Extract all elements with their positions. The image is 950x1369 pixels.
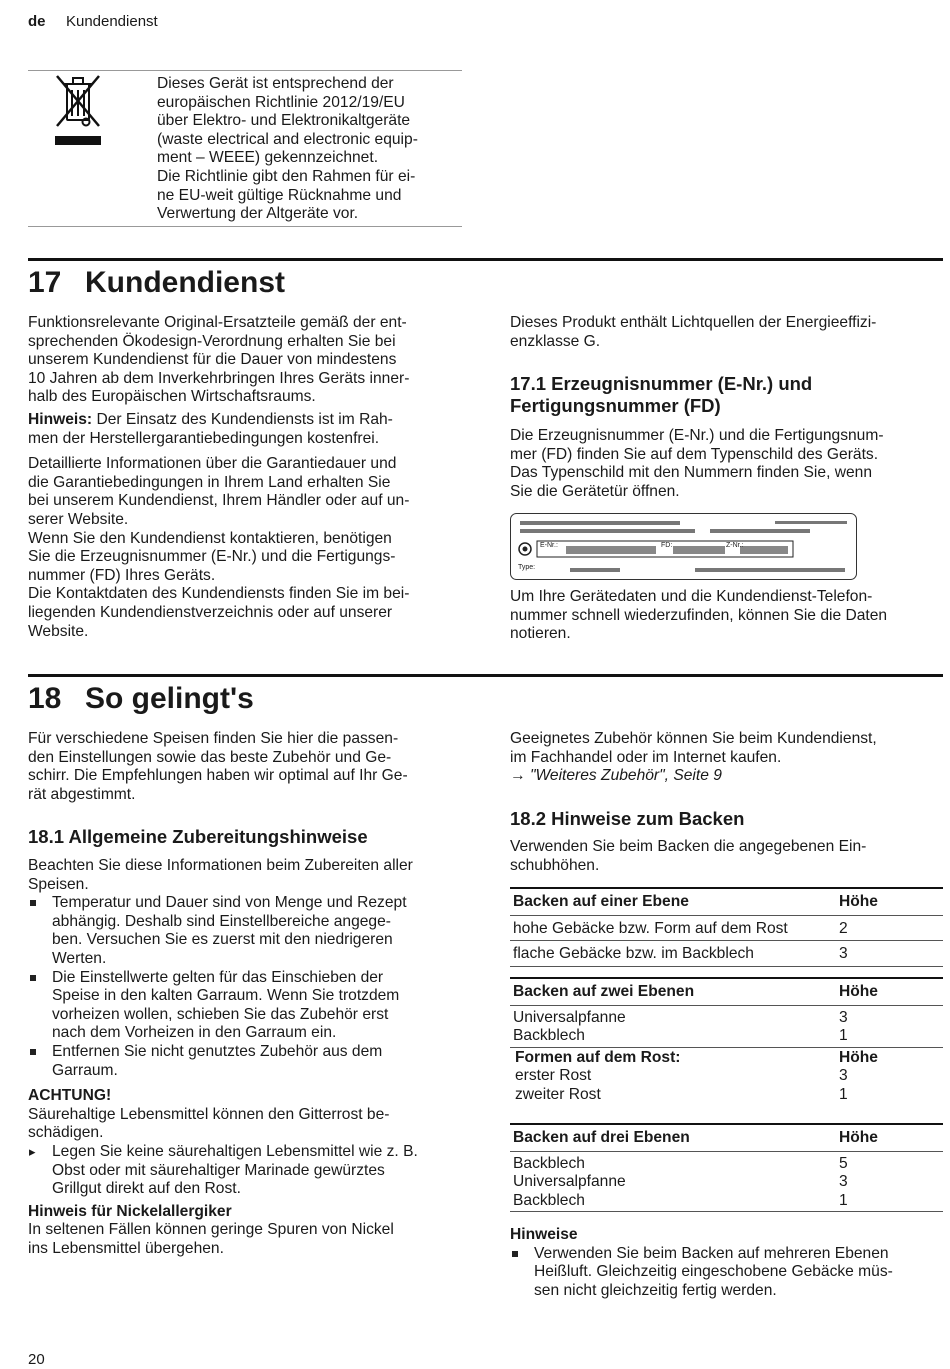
list-item-line: abhängig. Deshalb sind Einstellbereiche angege-: [52, 912, 391, 930]
list-item-line: Garraum.: [52, 1061, 118, 1079]
weee-line: über Elektro- und Elektronikaltgeräte: [157, 112, 411, 130]
table-cell: Backblech: [513, 1191, 585, 1209]
paragraph-line: die Garantiebedingungen in Ihrem Land erhalten Sie: [28, 473, 391, 491]
s17-left-column: [28, 314, 468, 641]
paragraph-line: schubhöhen.: [510, 856, 600, 874]
action-item: [28, 1143, 468, 1199]
list-item: [28, 1043, 468, 1080]
paragraph-line: bei unserem Kundendienst, Ihrem Händler oder auf un-: [28, 492, 410, 510]
list-item: [28, 969, 468, 1043]
action-line: ▸ Legen Sie keine säurehaltigen Lebensmittel wie z. B.: [52, 1142, 418, 1160]
weee-line: Verwertung der Altgeräte vor.: [157, 205, 359, 223]
divider: [28, 70, 462, 71]
paragraph-line: mer (FD) finden Sie auf dem Typenschild des Geräts.: [510, 445, 879, 463]
table-row: [510, 941, 943, 967]
list-item-line: ben. Versuchen Sie es zuerst mit den niedrigeren: [52, 931, 393, 949]
warning-label: ACHTUNG!: [28, 1087, 112, 1105]
section-title-text: So gelingt's: [85, 682, 254, 715]
table-cell: zweiter Rost: [515, 1085, 601, 1103]
paragraph-line: Die Kontaktdaten des Kundendiensts finden Sie im bei-: [28, 585, 410, 603]
table-row: [510, 916, 943, 942]
weee-line: ne EU-weit gültige Rücknahme und: [157, 186, 402, 204]
rating-plate-illustration: [510, 513, 857, 580]
cross-reference[interactable]: [510, 767, 943, 786]
paragraph-line: enzklasse G.: [510, 332, 601, 350]
paragraph-line: Für verschiedene Speisen finden Sie hier die passen-: [28, 730, 399, 747]
subsection-18-1-title: 18.1 Allgemeine Zubereitungshinweise: [28, 826, 368, 847]
table-cell: hohe Gebäcke bzw. Form auf dem Rost: [513, 919, 788, 937]
action-line: Obst oder mit säurehaltiger Marinade gewürztes: [52, 1161, 385, 1179]
s17-right-p2: [510, 427, 943, 501]
paragraph-line: rät abgestimmt.: [28, 785, 136, 803]
list-item-line: Entfernen Sie nicht genutztes Zubehör aus dem: [52, 1042, 383, 1060]
list-item-line: nach dem Vorheizen in den Garraum ein.: [52, 1024, 337, 1042]
action-line: Grillgut direkt auf den Rost.: [52, 1180, 241, 1198]
paragraph-line: Wenn Sie den Kundendienst kontaktieren, benötigen: [28, 529, 392, 547]
bullet-list: [28, 894, 468, 1080]
weee-line: (waste electrical and electronic equip-: [157, 130, 418, 148]
table-cell: erster Rost: [515, 1067, 592, 1085]
s18-2-body: [510, 838, 943, 875]
paragraph-line: Sie die Gerätetür öffnen.: [510, 482, 680, 500]
table-cell: 1: [839, 1027, 848, 1045]
table-subheader: [510, 1048, 943, 1068]
column-header: Backen auf einer Ebene: [513, 893, 689, 910]
list-item-line: Die Einstellwerte gelten für das Einschieben der: [52, 968, 384, 986]
paragraph-line: Beachten Sie diese Informationen beim Zubereiten aller: [28, 857, 413, 874]
table-cell: Universalpfanne: [513, 1008, 626, 1026]
paragraph-line: nummer schnell wiederzufinden, können Sie die Daten: [510, 606, 888, 624]
subsection-18-2-title: 18.2 Hinweise zum Backen: [510, 808, 745, 829]
paragraph-line: liegenden Kundendienstverzeichnis oder auf unserer: [28, 603, 393, 621]
weee-line: ment – WEEE) gekennzeichnet.: [157, 149, 379, 167]
s17-right-column: [510, 314, 943, 351]
arrow-icon: →: [510, 767, 526, 785]
table-cell: 3: [839, 1008, 848, 1026]
column-header: Höhe: [839, 983, 878, 1000]
paragraph-line: Funktionsrelevante Original-Ersatzteile gemäß der ent-: [28, 314, 407, 331]
list-item: [28, 894, 468, 968]
table-cell: 3: [839, 1067, 848, 1085]
s18-intro: [28, 730, 468, 804]
table-row: [510, 1086, 943, 1105]
paragraph-line: Das Typenschild mit den Nummern finden Sie, wenn: [510, 464, 873, 482]
table-cell: Backblech: [513, 1154, 585, 1172]
column-header: Backen auf drei Ebenen: [513, 1129, 690, 1146]
s17-right-p3: [510, 588, 943, 644]
hint-text: Der Einsatz des Kundendiensts ist im Rah-: [92, 410, 393, 428]
table-header: [510, 979, 943, 1006]
list-item-line: Temperatur und Dauer sind von Menge und Rezept: [52, 894, 407, 912]
list-item-line: Speise in den kalten Garraum. Wenn Sie trotzdem: [52, 987, 400, 1005]
header-section: Kundendienst: [65, 13, 158, 30]
column-header: Höhe: [839, 1048, 878, 1066]
table-cell: 5: [839, 1154, 848, 1172]
table-header: [510, 889, 943, 916]
paragraph-line: notieren.: [510, 625, 571, 643]
section-number: 18: [28, 682, 62, 715]
table-cell: 1: [839, 1085, 848, 1103]
paragraph-line: In seltenen Fällen können geringe Spuren von Nickel: [28, 1221, 394, 1239]
nickel-hint-label: Hinweis für Nickelallergiker: [28, 1202, 232, 1220]
table-two-levels: [510, 977, 943, 1105]
paragraph-line: Die Erzeugnisnummer (E-Nr.) und die Fertigungsnum-: [510, 427, 884, 444]
paragraph-line: Detaillierte Informationen über die Garantiedauer und: [28, 455, 397, 473]
weee-bin-icon: [52, 74, 104, 148]
list-item-line: Heißluft. Gleichzeitig eingeschobene Gebäcke müs-: [534, 1263, 893, 1281]
weee-line: europäischen Richtlinie 2012/19/EU: [157, 93, 405, 111]
table-row: [510, 1192, 943, 1211]
table-bottom-rule: [510, 1211, 943, 1212]
s18-right-intro: [510, 730, 943, 786]
paragraph-line: schädigen.: [28, 1124, 104, 1142]
table-header: [510, 1125, 943, 1152]
paragraph-line: Speisen.: [28, 875, 89, 893]
weee-line: Die Richtlinie gibt den Rahmen für ei-: [157, 167, 416, 185]
table-row: [510, 1006, 943, 1028]
paragraph-line: Website.: [28, 622, 89, 640]
column-header: Höhe: [839, 1129, 878, 1146]
divider: [28, 226, 462, 227]
section-rule: [28, 674, 943, 677]
page-header: [28, 13, 158, 31]
column-header: Backen auf zwei Ebenen: [513, 983, 695, 1000]
table-cell: 3: [839, 945, 848, 963]
weee-text: [157, 75, 467, 224]
list-item-line: vorheizen wollen, schieben Sie das Zubehör erst: [52, 1005, 389, 1023]
s18-1-body: [28, 857, 468, 1258]
paragraph-line: Säurehaltige Lebensmittel können den Gitterrost be-: [28, 1105, 390, 1123]
hint-line: [28, 411, 468, 430]
paragraph-line: im Fachhandel oder im Internet kaufen.: [510, 748, 782, 766]
paragraph-line: Verwenden Sie beim Backen die angegebenen Ein-: [510, 838, 867, 855]
paragraph-line: Um Ihre Gerätedaten und die Kundendienst-Telefon-: [510, 588, 873, 605]
hint-text: men der Herstellergarantiebedingungen kostenfrei.: [28, 429, 380, 447]
table-row: [510, 1027, 943, 1046]
language-code: de: [28, 13, 46, 30]
paragraph-line: ins Lebensmittel übergehen.: [28, 1239, 224, 1257]
subsection-title-line: 17.1 Erzeugnisnummer (E-Nr.) und: [510, 373, 813, 394]
paragraph-line: serer Website.: [28, 510, 129, 528]
table-cell: Backblech: [513, 1027, 585, 1045]
table-one-level: [510, 887, 943, 967]
paragraph-line: schirr. Die Empfehlungen haben wir optimal auf Ihr Ge-: [28, 767, 408, 785]
paragraph-line: halb des Europäischen Wirtschaftsraums.: [28, 388, 316, 406]
column-header: Höhe: [839, 893, 878, 910]
plate-znr-label: Z-Nr.:: [726, 542, 744, 549]
paragraph-line: sprechenden Ökodesign-Verordnung erhalten Sie bei: [28, 332, 396, 350]
list-item-line: Werten.: [52, 949, 107, 967]
table-three-levels: [510, 1123, 943, 1212]
section-17-title: [28, 266, 285, 300]
cross-reference-link[interactable]: "Weiteres Zubehör", Seite 9: [529, 767, 722, 785]
paragraph-line: nummer (FD) Ihres Geräts.: [28, 566, 216, 584]
table-cell: 1: [839, 1191, 848, 1209]
weee-line: Dieses Gerät ist entsprechend der: [157, 75, 394, 92]
subsection-17-1-title: [510, 373, 943, 417]
baking-notes: [510, 1226, 943, 1300]
paragraph-line: Dieses Produkt enthält Lichtquellen der Energieeffizi-: [510, 314, 877, 331]
subsection-title-line: Fertigungsnummer (FD): [510, 395, 721, 416]
plate-enr-label: E-Nr.:: [540, 542, 558, 549]
list-item: [510, 1245, 943, 1301]
section-number: 17: [28, 266, 62, 299]
paragraph-line: 10 Jahren ab dem Inverkehrbringen Ihres Geräts inner-: [28, 369, 410, 387]
table-row: [510, 1173, 943, 1192]
section-18-title: [28, 682, 254, 716]
table-row: [510, 1152, 943, 1174]
bullet-list: [510, 1245, 943, 1301]
hint-label: Hinweis:: [28, 410, 93, 428]
paragraph-line: Geeignetes Zubehör können Sie beim Kundendienst,: [510, 730, 877, 747]
table-cell: 2: [839, 919, 848, 937]
section-rule: [28, 258, 943, 261]
table-cell: 3: [839, 1173, 848, 1191]
paragraph-line: den Einstellungen sowie das beste Zubehör und Ge-: [28, 748, 392, 766]
plate-type-label: Type:: [518, 564, 536, 571]
plate-fd-label: FD:: [661, 542, 673, 549]
list-item-line: sen nicht gleichzeitig fertig werden.: [534, 1281, 777, 1299]
table-row: [510, 1067, 943, 1086]
table-cell: flache Gebäcke bzw. im Backblech: [513, 945, 754, 963]
notes-label: Hinweise: [510, 1226, 578, 1243]
page-number: 20: [28, 1351, 45, 1368]
column-header: Formen auf dem Rost:: [515, 1048, 681, 1066]
list-item-line: Verwenden Sie beim Backen auf mehreren Ebenen: [534, 1244, 889, 1262]
paragraph-line: Sie die Erzeugnisnummer (E-Nr.) und die Fertigungs-: [28, 548, 396, 566]
section-title-text: Kundendienst: [85, 266, 285, 299]
table-cell: Universalpfanne: [513, 1173, 626, 1191]
paragraph-line: unserem Kundendienst für die Dauer von mindestens: [28, 351, 397, 369]
